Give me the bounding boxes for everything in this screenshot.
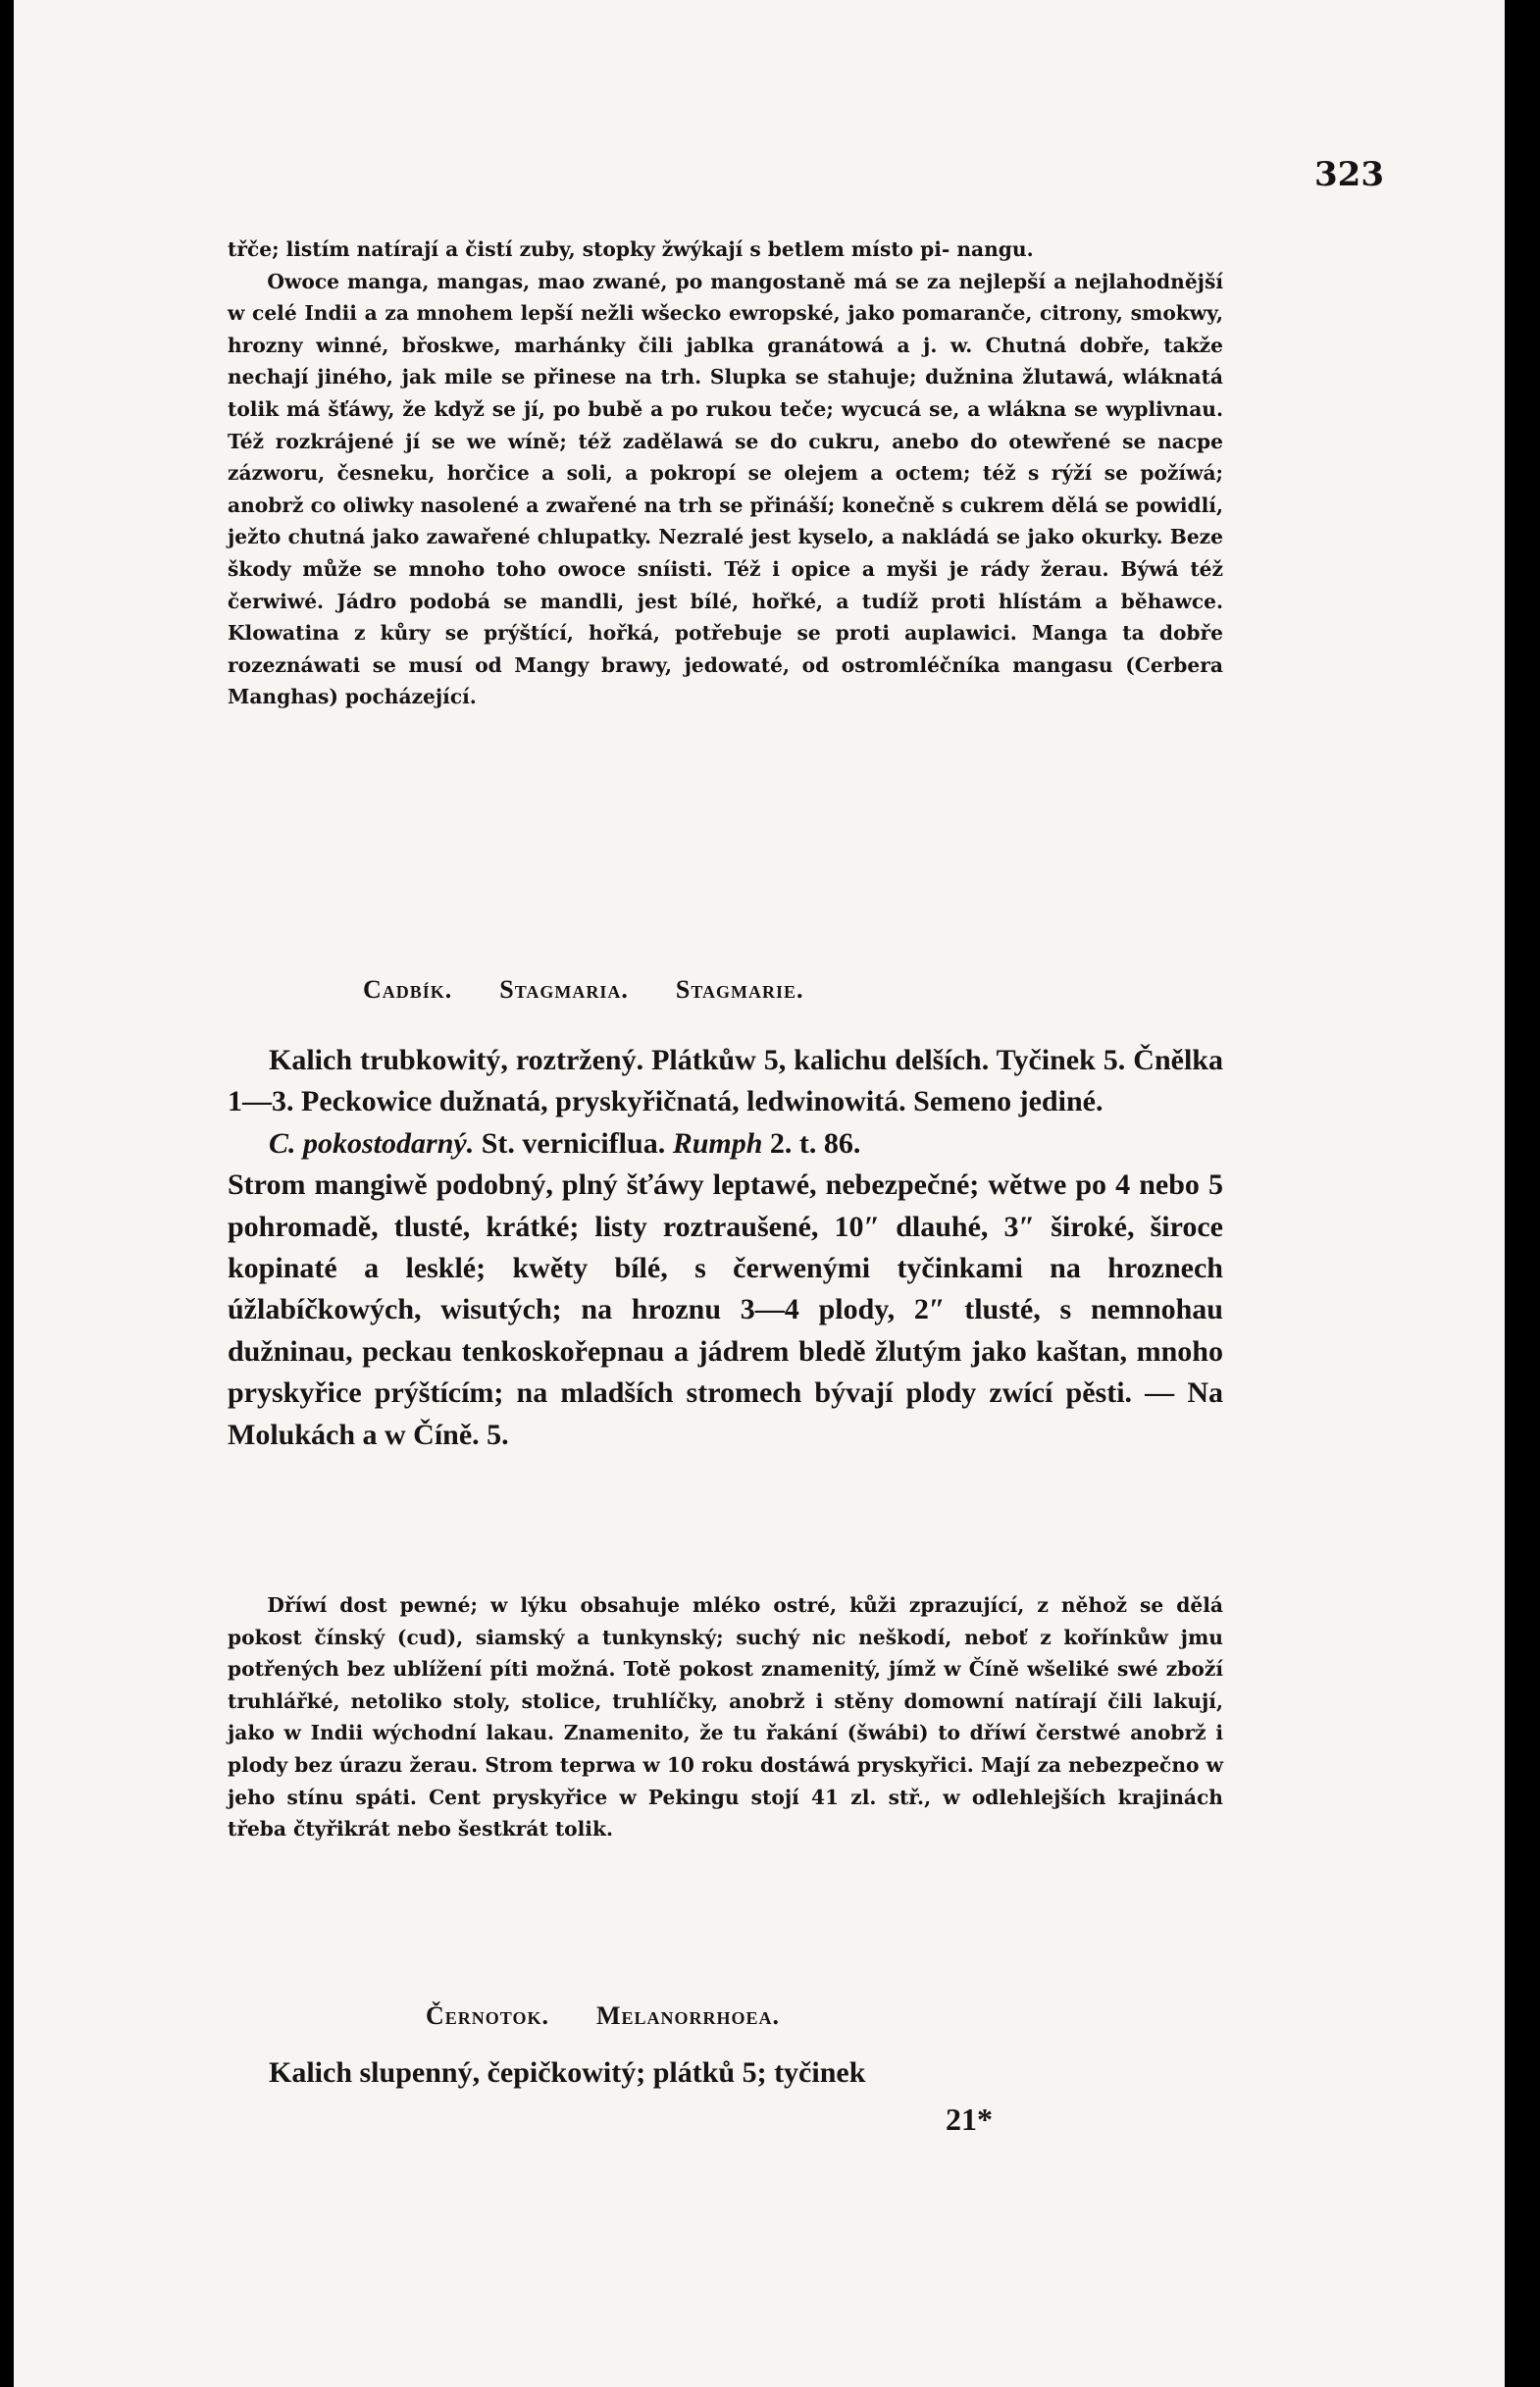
species-text: Strom mangiwě podobný, plný šťáwy leptawé, nebezpečné; wětwe po 4 nebo 5 pohromadě, tlusté, krátké; listy roztraušené, 10″ dlauhé, 3″ široké, široce kopinaté a lesklé; kwěty bílé, s čerwenými tyčinkami na hroznech úžlabíčkowých, wisutých; na hroznu 3—4 plody, 2″ tlusté, s nemnohau dužninau, peckau tenkoskořepnau a jádrem bledě žlutým jako kaštan, mnoho pryskyřice prýštícím; na mladších stromech bývají plody zwící pěsti. — Na Molukách a w Číně. 5. [228,1168,1223,1451]
heading-latin: Melanorrhoea. [595,2001,781,2030]
species-ref-author: Rumph [672,1126,763,1160]
heading-latin: Stagmaria. [499,975,629,1004]
signature-mark: 21* [946,2102,993,2137]
page-number: 323 [1314,155,1384,194]
paragraph-continuation: třče; listím natírají a čistí zuby, stopky žwýkají s betlem místo pi- nangu. [228,237,1034,261]
section-heading-cernotok [426,2001,1421,2031]
species-name: C. pokostodarný. [269,1126,475,1160]
heading-french: Stagmarie. [675,975,804,1004]
section-body-cadbik [228,1040,1223,1456]
paragraph-mango: Owoce manga, mangas, mao zwané, po mangostaně má se za nejlepší a nejlahodnější w celé Indii a za mnohem lepší nežli wšecko ewropské, jako pomaranče, citrony, smokwy, hrozny winné, břoskwe, marhánky čili jablka granátowá a j. w. Chutná dobře, takže nechají jiného, jak mile se přinese na trh. Slupka se stahuje; dužnina žlutawá, wláknatá tolik má šťáwy, že když se jí, po bubě a po rukou teče; wycucá se, a wlákna se wyplivnau. Též rozkrájené jí se we wíně; též zadělawá se do cukru, anebo do otewřené se nacpe zázworu, česneku, horčice a soli, a pokropí se olejem a octem; též s rýží se požíwá; anobrž co oliwky nasolené a zwařené na trh se přináší; konečně s cukrem dělá se powidlí, ježto chutná jako zawařené chlupatky. Nezralé jest kyselo, a nakládá se jako okurky. Beze škody může se mnoho toho owoce sníisti. Též i opice a myši je rády žerau. Býwá též čerwiwé. Jádro podobá se mandli, jest bílé, hořké, a tudíž proti hlístám a běhawce. Klowatina z kůry se prýštící, hořká, potřebuje se proti auplawici. Manga ta dobře rozeznáwati se musí od Mangy brawy, jedowaté, od ostromléčníka mangasu (Cerbera Manghas) pocházející. [228,269,1223,709]
notes-block [228,1589,1223,1845]
heading-czech: Cadbík. [363,975,453,1004]
species-title [228,1123,1223,1165]
section-heading-cadbik [363,975,1359,1005]
species-latin: St. verniciflua. [481,1126,666,1160]
genus-description: Kalich trubkowitý, roztržený. Plátkůw 5, kalichu delších. Tyčinek 5. Čnělka 1—3. Peckowice dužnatá, pryskyřičnatá, ledwinowitá. Semeno jediné. [228,1044,1223,1118]
heading-czech: Černotok. [426,2001,549,2030]
book-page [14,0,1505,2387]
species-ref: 2. t. 86. [769,1126,861,1160]
species-notes: Dříwí dost pewné; w lýku obsahuje mléko ostré, kůži zprazující, z něhož se dělá pokost čínský (cud), siamský a tunkynský; suchý nic neškodí, neboť z kořínkůw jmu potřených bez ublížení píti možná. Totě pokost znamenitý, jímž w Číně wšeliké swé zboží truhlářké, netoliko stoly, stolice, truhlíčky, anobrž i stěny domowní natírají čili lakují, jako w Indii wýchodní lakau. Znamenito, že tu řakání (šwábi) to dříwí čerstwé anobrž i plody bez úrazu žerau. Strom teprwa w 10 roku dostáwá pryskyřici. Mají za nebezpečno w jeho stínu spáti. Cent pryskyřice w Pekingu stojí 41 zl. stř., w odlehlejších krajinách třeba čtyřikrát nebo šestkrát tolik. [228,1593,1223,1842]
top-text-block [228,234,1223,713]
section-body-cernotok [228,2052,1223,2094]
genus-description: Kalich slupenný, čepičkowitý; plátků 5; tyčinek [269,2056,866,2089]
